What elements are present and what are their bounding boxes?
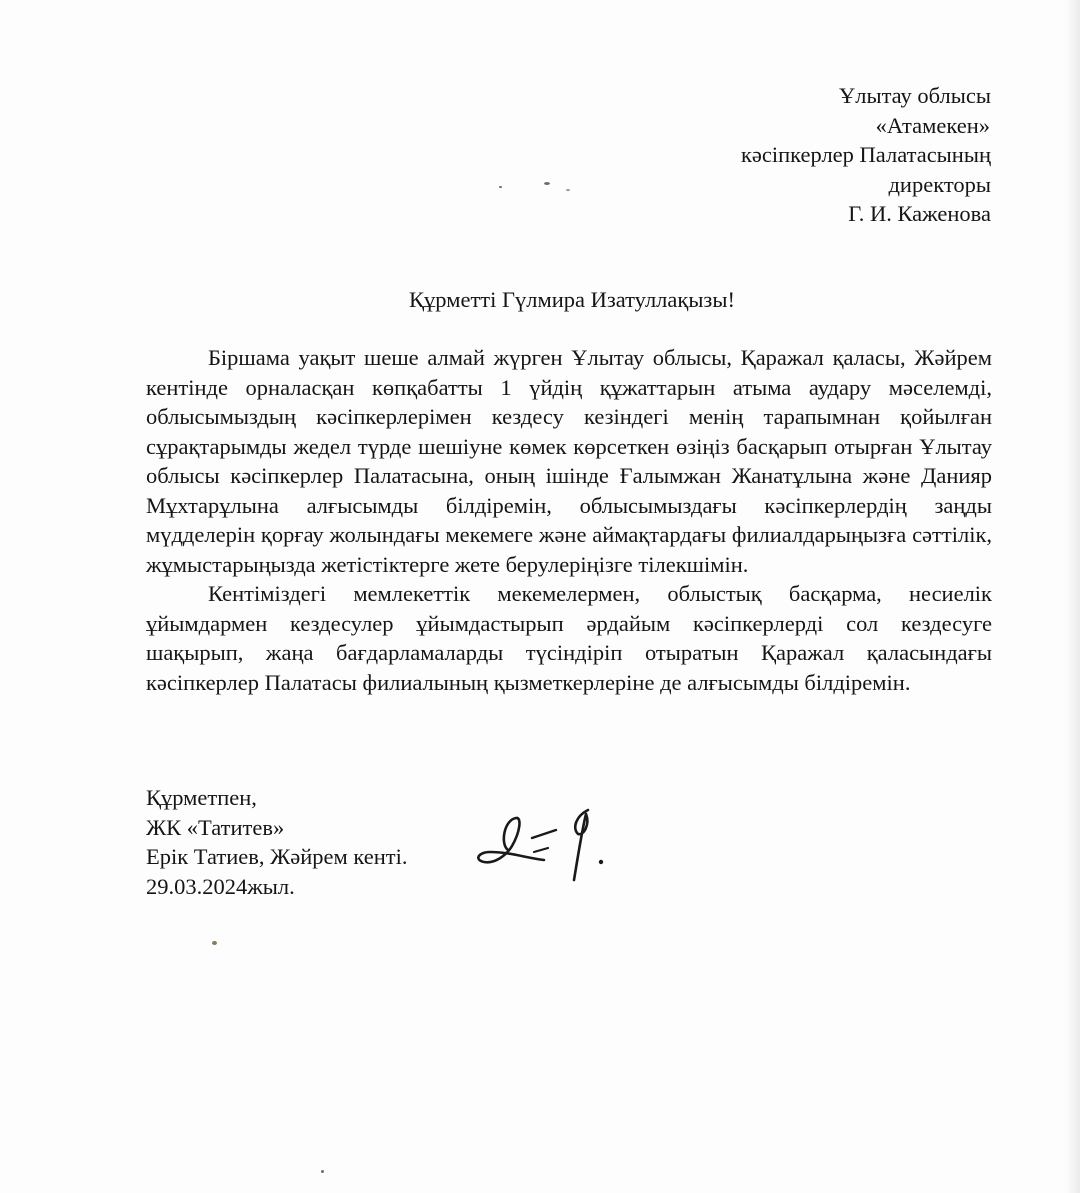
addressee-line: Ұлытау облысы (838, 83, 991, 108)
scan-speck (544, 182, 550, 185)
letter-body (146, 343, 992, 697)
addressee-line: Г. И. Каженова (848, 201, 991, 226)
handwritten-signature (470, 806, 620, 886)
closing-block (146, 783, 408, 901)
addressee-block (741, 81, 991, 229)
scan-speck (321, 1170, 324, 1173)
closing-line: Ерік Татиев, Жәйрем кенті. (146, 844, 408, 869)
closing-line: ЖК «Татитев» (146, 814, 285, 840)
body-paragraph: Біршама уақыт шеше алмай жүрген Ұлытау облысы, Қаражал қаласы, Жәйрем кентінде орналасқан көпқабатты 1 үйдің құжаттарын атыма аудару мәселемді, облысымыздың кәсіпкерлерімен кездесу кезіндегі менің тарапымнан қойылған сұрақтарымды жедел түрде шешіуне көмек көрсеткен өзіңіз басқарып отырған Ұлытау облысы кәсіпкерлер Палатасына, оның ішінде Ғалымжан Жанатұлына және Данияр Мұхтарұлына алғысымды білдіремін, облысымыздағы кәсіпкерлердің заңды мүдделерін қорғау жолындағы мекемеге және аймақтардағы филиалдарыңызға сәттілік, жұмыстарыңызда жетістіктерге жете берулеріңізге тілекшімін. (146, 345, 992, 577)
scan-speck (566, 189, 570, 191)
addressee-line: кәсіпкерлер Палатасының (740, 142, 991, 167)
scan-speck (212, 941, 217, 945)
addressee-line: «Атамекен» (875, 112, 990, 138)
salutation: Құрметті Гүлмира Изатуллақызы! (409, 287, 735, 312)
body-paragraph: Кентіміздегі мемлекеттік мекемелермен, облыстық басқарма, несиелік ұйымдармен кездесулер ұйымдастырып әрдайым кәсіпкерлерді сол кездесуге шақырып, жаңа бағдарламаларды түсіндіріп отыратын Қаражал қаласындағы кәсіпкерлер Палатасы филиалының қызметкерлеріне де алғысымды білдіремін. (146, 581, 992, 695)
scan-speck (499, 186, 502, 188)
scan-edge-shadow (1066, 0, 1080, 1193)
closing-line: Құрметпен, (146, 785, 257, 810)
closing-line: 29.03.2024жыл. (146, 873, 295, 899)
addressee-line: директоры (888, 171, 991, 197)
